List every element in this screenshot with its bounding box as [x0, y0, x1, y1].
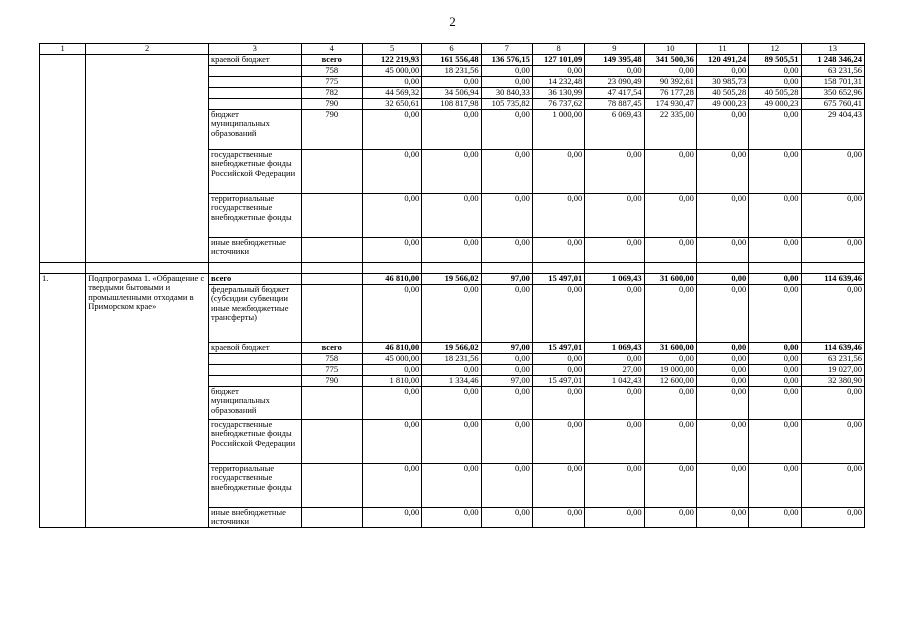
- funding-source-cell: территориальные государственные внебюджетные фонды: [209, 193, 302, 237]
- header-cell: 1: [40, 44, 86, 55]
- value-cell: 0,00: [481, 65, 532, 76]
- value-cell: 0,00: [422, 76, 481, 87]
- value-cell: 0,00: [422, 419, 481, 463]
- header-cell: 13: [801, 44, 864, 55]
- value-cell: 0,00: [422, 149, 481, 193]
- value-cell: 14 232,48: [532, 76, 584, 87]
- value-cell: 0,00: [362, 507, 421, 527]
- header-cell: 5: [362, 44, 421, 55]
- value-cell: 0,00: [749, 237, 801, 262]
- funding-source-cell: [209, 375, 302, 386]
- value-cell: 0,00: [749, 149, 801, 193]
- empty-cell: [422, 262, 481, 273]
- code-cell: [301, 386, 362, 419]
- value-cell: 0,00: [362, 149, 421, 193]
- value-cell: 0,00: [801, 419, 864, 463]
- value-cell: 0,00: [532, 419, 584, 463]
- value-cell: 22 335,00: [644, 109, 696, 149]
- header-cell: 8: [532, 44, 584, 55]
- value-cell: 675 760,41: [801, 98, 864, 109]
- funding-source-cell: государственные внебюджетные фонды Российской Федерации: [209, 419, 302, 463]
- value-cell: 0,00: [749, 284, 801, 342]
- value-cell: 136 576,15: [481, 55, 532, 66]
- value-cell: 0,00: [801, 386, 864, 419]
- value-cell: 0,00: [422, 109, 481, 149]
- funding-source-cell: [209, 98, 302, 109]
- value-cell: 18 231,56: [422, 65, 481, 76]
- value-cell: 0,00: [481, 284, 532, 342]
- value-cell: 30 985,73: [696, 76, 748, 87]
- value-cell: 1 334,46: [422, 375, 481, 386]
- value-cell: 0,00: [362, 364, 421, 375]
- funding-source-cell: [209, 87, 302, 98]
- value-cell: 0,00: [801, 463, 864, 507]
- value-cell: 12 600,00: [644, 375, 696, 386]
- value-cell: 0,00: [696, 193, 748, 237]
- value-cell: 0,00: [422, 507, 481, 527]
- value-cell: 1 042,43: [585, 375, 644, 386]
- value-cell: 0,00: [362, 193, 421, 237]
- empty-cell: [481, 262, 532, 273]
- value-cell: 0,00: [749, 342, 801, 353]
- value-cell: 31 600,00: [644, 342, 696, 353]
- table-row: [40, 55, 865, 66]
- value-cell: 0,00: [749, 364, 801, 375]
- value-cell: 0,00: [749, 375, 801, 386]
- section-gap-row: [40, 262, 865, 273]
- funding-source-cell: всего: [209, 273, 302, 284]
- value-cell: 0,00: [644, 284, 696, 342]
- value-cell: 0,00: [696, 463, 748, 507]
- value-cell: 18 231,56: [422, 353, 481, 364]
- value-cell: 46 810,00: [362, 342, 421, 353]
- header-cell: 4: [301, 44, 362, 55]
- value-cell: 341 500,36: [644, 55, 696, 66]
- value-cell: 0,00: [644, 353, 696, 364]
- value-cell: 30 840,33: [481, 87, 532, 98]
- value-cell: 0,00: [696, 109, 748, 149]
- code-cell: 758: [301, 65, 362, 76]
- code-cell: 775: [301, 76, 362, 87]
- value-cell: 23 090,49: [585, 76, 644, 87]
- value-cell: 76 737,62: [532, 98, 584, 109]
- value-cell: 149 395,48: [585, 55, 644, 66]
- value-cell: 19 027,00: [801, 364, 864, 375]
- value-cell: 0,00: [696, 353, 748, 364]
- code-cell: 758: [301, 353, 362, 364]
- funding-source-cell: краевой бюджет: [209, 55, 302, 66]
- value-cell: 0,00: [481, 419, 532, 463]
- value-cell: 63 231,56: [801, 65, 864, 76]
- value-cell: 0,00: [696, 375, 748, 386]
- value-cell: 19 566,02: [422, 342, 481, 353]
- value-cell: 0,00: [481, 463, 532, 507]
- value-cell: 0,00: [532, 149, 584, 193]
- value-cell: 108 817,98: [422, 98, 481, 109]
- funding-source-cell: территориальные государственные внебюджетные фонды: [209, 463, 302, 507]
- funding-source-cell: краевой бюджет: [209, 342, 302, 353]
- value-cell: 0,00: [801, 284, 864, 342]
- code-cell: [301, 463, 362, 507]
- value-cell: 0,00: [644, 386, 696, 419]
- value-cell: 0,00: [749, 109, 801, 149]
- header-cell: 3: [209, 44, 302, 55]
- value-cell: 1 000,00: [532, 109, 584, 149]
- value-cell: 0,00: [696, 419, 748, 463]
- value-cell: 15 497,01: [532, 375, 584, 386]
- value-cell: 0,00: [362, 76, 421, 87]
- value-cell: 0,00: [532, 193, 584, 237]
- budget-table: [39, 43, 865, 528]
- value-cell: 44 569,32: [362, 87, 421, 98]
- value-cell: 0,00: [585, 463, 644, 507]
- value-cell: 0,00: [644, 193, 696, 237]
- header-cell: 10: [644, 44, 696, 55]
- code-cell: 782: [301, 87, 362, 98]
- empty-cell: [301, 262, 362, 273]
- value-cell: 0,00: [481, 364, 532, 375]
- header-cell: 9: [585, 44, 644, 55]
- value-cell: 0,00: [696, 273, 748, 284]
- value-cell: 0,00: [585, 237, 644, 262]
- value-cell: 0,00: [422, 364, 481, 375]
- empty-cell: [749, 262, 801, 273]
- code-cell: [301, 193, 362, 237]
- value-cell: 0,00: [696, 507, 748, 527]
- value-cell: 15 497,01: [532, 342, 584, 353]
- funding-source-cell: бюджет муниципальных образований: [209, 386, 302, 419]
- code-cell: всего: [301, 55, 362, 66]
- value-cell: 90 392,61: [644, 76, 696, 87]
- value-cell: 0,00: [696, 65, 748, 76]
- funding-source-cell: [209, 353, 302, 364]
- value-cell: 0,00: [585, 353, 644, 364]
- value-cell: 0,00: [749, 419, 801, 463]
- funding-source-cell: государственные внебюджетные фонды Российской Федерации: [209, 149, 302, 193]
- value-cell: 40 505,28: [749, 87, 801, 98]
- funding-source-cell: [209, 76, 302, 87]
- header-row: [40, 44, 865, 55]
- value-cell: 122 219,93: [362, 55, 421, 66]
- code-cell: [301, 237, 362, 262]
- value-cell: 0,00: [362, 109, 421, 149]
- value-cell: 0,00: [481, 353, 532, 364]
- row-number-cell: [40, 55, 86, 263]
- value-cell: 0,00: [749, 353, 801, 364]
- value-cell: 89 505,51: [749, 55, 801, 66]
- value-cell: 78 887,45: [585, 98, 644, 109]
- value-cell: 0,00: [644, 65, 696, 76]
- value-cell: 0,00: [749, 273, 801, 284]
- value-cell: 32 380,90: [801, 375, 864, 386]
- value-cell: 0,00: [532, 463, 584, 507]
- value-cell: 76 177,28: [644, 87, 696, 98]
- value-cell: 0,00: [422, 193, 481, 237]
- empty-cell: [209, 262, 302, 273]
- value-cell: 0,00: [801, 237, 864, 262]
- value-cell: 1 810,00: [362, 375, 421, 386]
- value-cell: 114 639,46: [801, 342, 864, 353]
- value-cell: 31 600,00: [644, 273, 696, 284]
- code-cell: всего: [301, 342, 362, 353]
- value-cell: 0,00: [585, 149, 644, 193]
- value-cell: 47 417,54: [585, 87, 644, 98]
- value-cell: 0,00: [749, 76, 801, 87]
- value-cell: 45 000,00: [362, 353, 421, 364]
- value-cell: 1 069,43: [585, 273, 644, 284]
- value-cell: 0,00: [644, 419, 696, 463]
- empty-cell: [40, 262, 86, 273]
- code-cell: 790: [301, 375, 362, 386]
- value-cell: 0,00: [362, 284, 421, 342]
- header-cell: 2: [86, 44, 209, 55]
- value-cell: 161 556,48: [422, 55, 481, 66]
- header-cell: 7: [481, 44, 532, 55]
- value-cell: 350 652,96: [801, 87, 864, 98]
- value-cell: 0,00: [585, 386, 644, 419]
- value-cell: 0,00: [362, 386, 421, 419]
- value-cell: 0,00: [644, 507, 696, 527]
- value-cell: 0,00: [532, 353, 584, 364]
- value-cell: 0,00: [585, 284, 644, 342]
- empty-cell: [585, 262, 644, 273]
- value-cell: 0,00: [801, 193, 864, 237]
- value-cell: 19 000,00: [644, 364, 696, 375]
- value-cell: 0,00: [696, 364, 748, 375]
- value-cell: 0,00: [749, 65, 801, 76]
- value-cell: 15 497,01: [532, 273, 584, 284]
- value-cell: 36 130,99: [532, 87, 584, 98]
- code-cell: 790: [301, 98, 362, 109]
- value-cell: 29 404,43: [801, 109, 864, 149]
- value-cell: 120 491,24: [696, 55, 748, 66]
- empty-cell: [86, 262, 209, 273]
- code-cell: [301, 149, 362, 193]
- value-cell: 0,00: [749, 463, 801, 507]
- value-cell: 0,00: [585, 507, 644, 527]
- value-cell: 0,00: [532, 364, 584, 375]
- value-cell: 97,00: [481, 273, 532, 284]
- value-cell: 6 069,43: [585, 109, 644, 149]
- value-cell: 49 000,23: [749, 98, 801, 109]
- value-cell: 0,00: [481, 193, 532, 237]
- header-cell: 12: [749, 44, 801, 55]
- empty-cell: [532, 262, 584, 273]
- value-cell: 0,00: [749, 386, 801, 419]
- code-cell: [301, 284, 362, 342]
- value-cell: 63 231,56: [801, 353, 864, 364]
- value-cell: 0,00: [696, 342, 748, 353]
- value-cell: 34 506,94: [422, 87, 481, 98]
- value-cell: 0,00: [422, 284, 481, 342]
- value-cell: 0,00: [481, 237, 532, 262]
- value-cell: 1 069,43: [585, 342, 644, 353]
- value-cell: 0,00: [696, 386, 748, 419]
- value-cell: 114 639,46: [801, 273, 864, 284]
- funding-source-cell: федеральный бюджет (субсидии субвенции иные межбюджетные трансферты): [209, 284, 302, 342]
- header-cell: 6: [422, 44, 481, 55]
- value-cell: 19 566,02: [422, 273, 481, 284]
- program-name-cell: Подпрограмма 1. «Обращение с твердыми бытовыми и промышленными отходами в Приморском крае»: [86, 273, 209, 527]
- value-cell: 0,00: [532, 284, 584, 342]
- row-number-cell: 1.: [40, 273, 86, 527]
- value-cell: 0,00: [481, 386, 532, 419]
- funding-source-cell: [209, 364, 302, 375]
- value-cell: 0,00: [585, 65, 644, 76]
- value-cell: 0,00: [362, 237, 421, 262]
- funding-source-cell: иные внебюджетные источники: [209, 237, 302, 262]
- value-cell: 0,00: [644, 463, 696, 507]
- funding-source-cell: бюджет муниципальных образований: [209, 109, 302, 149]
- value-cell: 0,00: [481, 76, 532, 87]
- empty-cell: [696, 262, 748, 273]
- value-cell: 0,00: [532, 507, 584, 527]
- value-cell: 0,00: [362, 419, 421, 463]
- value-cell: 0,00: [481, 109, 532, 149]
- value-cell: 0,00: [481, 149, 532, 193]
- empty-cell: [801, 262, 864, 273]
- value-cell: 0,00: [644, 237, 696, 262]
- empty-cell: [644, 262, 696, 273]
- value-cell: 0,00: [749, 507, 801, 527]
- value-cell: 0,00: [585, 193, 644, 237]
- value-cell: 0,00: [481, 507, 532, 527]
- value-cell: 158 701,31: [801, 76, 864, 87]
- value-cell: 0,00: [644, 149, 696, 193]
- value-cell: 174 930,47: [644, 98, 696, 109]
- empty-cell: [362, 262, 421, 273]
- value-cell: 97,00: [481, 375, 532, 386]
- value-cell: 0,00: [696, 237, 748, 262]
- table-row: [40, 273, 865, 284]
- value-cell: 0,00: [801, 149, 864, 193]
- value-cell: 27,00: [585, 364, 644, 375]
- funding-source-cell: [209, 65, 302, 76]
- value-cell: 0,00: [422, 386, 481, 419]
- code-cell: [301, 507, 362, 527]
- code-cell: 790: [301, 109, 362, 149]
- value-cell: 49 000,23: [696, 98, 748, 109]
- funding-source-cell: иные внебюджетные источники: [209, 507, 302, 527]
- value-cell: 45 000,00: [362, 65, 421, 76]
- value-cell: 1 248 346,24: [801, 55, 864, 66]
- value-cell: 32 650,61: [362, 98, 421, 109]
- value-cell: 46 810,00: [362, 273, 421, 284]
- value-cell: 40 505,28: [696, 87, 748, 98]
- value-cell: 0,00: [422, 463, 481, 507]
- value-cell: 0,00: [749, 193, 801, 237]
- code-cell: [301, 419, 362, 463]
- code-cell: [301, 273, 362, 284]
- value-cell: 0,00: [422, 237, 481, 262]
- value-cell: 105 735,82: [481, 98, 532, 109]
- header-cell: 11: [696, 44, 748, 55]
- value-cell: 0,00: [585, 419, 644, 463]
- program-name-cell: [86, 55, 209, 263]
- value-cell: 0,00: [532, 386, 584, 419]
- value-cell: 0,00: [696, 284, 748, 342]
- value-cell: 0,00: [532, 65, 584, 76]
- code-cell: 775: [301, 364, 362, 375]
- value-cell: 0,00: [801, 507, 864, 527]
- value-cell: 0,00: [362, 463, 421, 507]
- page-number: 2: [449, 14, 456, 29]
- value-cell: 0,00: [696, 149, 748, 193]
- value-cell: 127 101,09: [532, 55, 584, 66]
- value-cell: 0,00: [532, 237, 584, 262]
- value-cell: 97,00: [481, 342, 532, 353]
